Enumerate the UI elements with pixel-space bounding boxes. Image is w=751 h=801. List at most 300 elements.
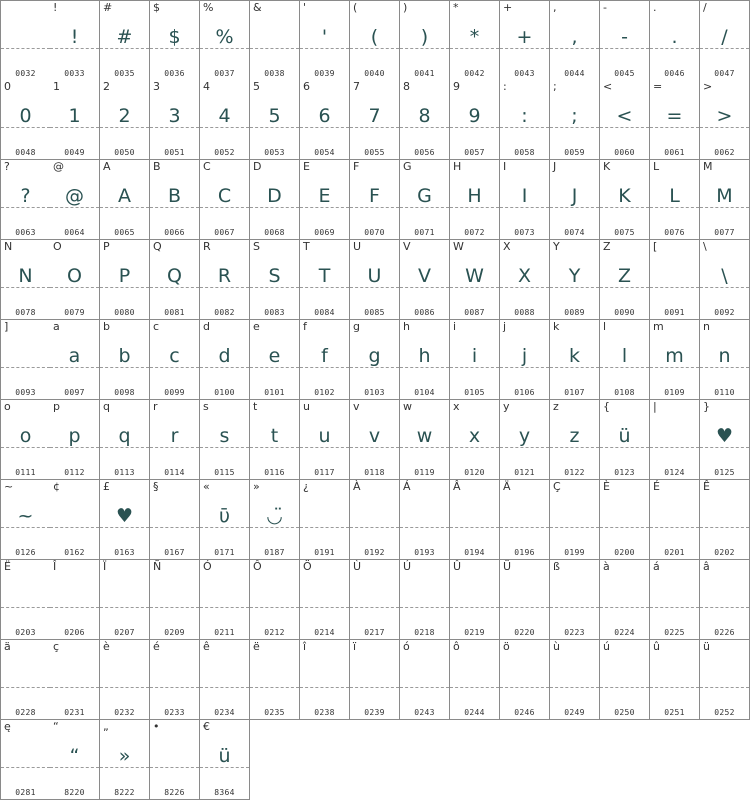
glyph-cell xyxy=(650,640,700,720)
character-label: 4 xyxy=(203,80,210,93)
character-label: a xyxy=(53,320,60,333)
character-label: û xyxy=(653,640,660,653)
glyph-preview: @ xyxy=(65,185,84,207)
glyph-cell xyxy=(700,80,750,160)
character-code: 0044 xyxy=(564,69,585,78)
glyph-preview xyxy=(650,262,699,290)
character-code: 0057 xyxy=(464,148,485,157)
character-label: q xyxy=(103,400,110,413)
glyph-cell xyxy=(300,80,350,160)
glyph-preview: A xyxy=(118,185,131,207)
glyph-preview xyxy=(650,582,699,610)
character-label: + xyxy=(503,1,513,14)
glyph-preview: + xyxy=(516,26,533,48)
glyph-preview: M xyxy=(716,185,733,207)
character-label: , xyxy=(553,1,557,14)
character-label: 7 xyxy=(353,80,360,93)
glyph-preview xyxy=(1,342,50,370)
glyph-cell xyxy=(150,400,200,480)
character-label: á xyxy=(653,560,660,573)
character-label: ó xyxy=(403,640,410,653)
glyph-cell xyxy=(600,80,650,160)
character-code: 0206 xyxy=(64,628,85,637)
glyph-cell xyxy=(500,320,550,400)
glyph-preview: t xyxy=(270,425,279,447)
glyph-preview: K xyxy=(618,185,631,207)
character-code: 0218 xyxy=(414,628,435,637)
glyph-preview xyxy=(100,582,149,610)
character-code: 0089 xyxy=(564,308,585,317)
character-code: 0252 xyxy=(714,708,735,717)
character-label: f xyxy=(303,320,307,333)
character-code: 0234 xyxy=(214,708,235,717)
glyph-cell xyxy=(650,0,700,81)
glyph-preview: p xyxy=(68,425,81,447)
character-label: • xyxy=(153,720,160,733)
character-label: ö xyxy=(503,640,510,653)
glyph-cell xyxy=(0,640,51,720)
character-label: „ xyxy=(103,720,109,733)
glyph-preview xyxy=(150,742,199,770)
character-label: î xyxy=(303,640,307,653)
character-label: I xyxy=(503,160,507,173)
glyph-cell xyxy=(150,80,200,160)
character-label: ¢ xyxy=(53,480,60,493)
glyph-cell xyxy=(650,320,700,400)
glyph-cell xyxy=(150,240,200,320)
glyph-cell xyxy=(400,0,450,81)
character-code: 0086 xyxy=(414,308,435,317)
character-code: 0043 xyxy=(514,69,535,78)
glyph-cell xyxy=(500,560,550,640)
character-label: o xyxy=(4,400,11,413)
character-code: 0092 xyxy=(714,308,735,317)
glyph-cell xyxy=(400,560,450,640)
glyph-preview: \ xyxy=(721,265,728,287)
character-code: 8364 xyxy=(214,788,235,797)
character-code: 0067 xyxy=(214,228,235,237)
character-label: Ë xyxy=(4,560,11,573)
character-label: Ä xyxy=(503,480,511,493)
character-label: # xyxy=(103,1,113,14)
glyph-cell xyxy=(0,0,51,81)
character-label: w xyxy=(403,400,412,413)
character-label: “ xyxy=(53,720,59,733)
glyph-cell xyxy=(300,160,350,240)
character-code: 0058 xyxy=(514,148,535,157)
glyph-preview xyxy=(300,662,349,690)
character-label: * xyxy=(453,1,459,14)
glyph-cell xyxy=(200,240,250,320)
glyph-preview xyxy=(550,502,599,530)
glyph-cell xyxy=(400,240,450,320)
character-code: 0097 xyxy=(64,388,85,397)
glyph-cell xyxy=(450,240,500,320)
glyph-cell xyxy=(600,560,650,640)
glyph-cell xyxy=(100,560,150,640)
glyph-cell xyxy=(250,160,300,240)
character-label: G xyxy=(403,160,412,173)
glyph-cell xyxy=(50,720,100,800)
character-code: 8220 xyxy=(64,788,85,797)
glyph-cell xyxy=(450,320,500,400)
glyph-cell xyxy=(100,400,150,480)
character-code: 0074 xyxy=(564,228,585,237)
character-code: 0209 xyxy=(164,628,185,637)
glyph-preview xyxy=(450,662,499,690)
character-code: 0050 xyxy=(114,148,135,157)
character-code: 0235 xyxy=(264,708,285,717)
glyph-cell xyxy=(200,0,250,81)
glyph-preview: ◡̈ xyxy=(266,505,283,527)
character-code: 0033 xyxy=(64,69,85,78)
glyph-cell xyxy=(0,320,51,400)
character-label: ù xyxy=(553,640,560,653)
glyph-cell xyxy=(150,560,200,640)
character-code: 0087 xyxy=(464,308,485,317)
character-label: E xyxy=(303,160,310,173)
character-code: 0045 xyxy=(614,69,635,78)
glyph-cell xyxy=(300,560,350,640)
glyph-cell xyxy=(700,160,750,240)
character-code: 0196 xyxy=(514,548,535,557)
character-label: r xyxy=(153,400,158,413)
character-code: 0219 xyxy=(464,628,485,637)
glyph-cell xyxy=(400,160,450,240)
glyph-preview xyxy=(1,662,50,690)
character-code: 0088 xyxy=(514,308,535,317)
glyph-preview xyxy=(1,742,50,770)
character-code: 0200 xyxy=(614,548,635,557)
character-label: J xyxy=(553,160,557,173)
character-label: C xyxy=(203,160,211,173)
character-code: 0059 xyxy=(564,148,585,157)
character-code: 0064 xyxy=(64,228,85,237)
character-code: 0228 xyxy=(15,708,36,717)
glyph-cell xyxy=(700,400,750,480)
character-code: 0281 xyxy=(15,788,36,797)
glyph-preview xyxy=(650,662,699,690)
glyph-preview: U xyxy=(367,265,382,287)
character-code: 0054 xyxy=(314,148,335,157)
glyph-preview xyxy=(400,502,449,530)
character-label: $ xyxy=(153,1,160,14)
glyph-preview: ♥ xyxy=(715,425,734,447)
character-label: Ô xyxy=(253,560,262,573)
glyph-preview: ; xyxy=(571,105,578,127)
glyph-cell xyxy=(150,640,200,720)
character-code: 0187 xyxy=(264,548,285,557)
character-label: % xyxy=(203,1,214,14)
character-label: k xyxy=(553,320,560,333)
glyph-preview xyxy=(450,582,499,610)
character-label: h xyxy=(403,320,410,333)
character-label: P xyxy=(103,240,110,253)
glyph-cell xyxy=(650,480,700,560)
character-label: Y xyxy=(553,240,560,253)
character-code: 0070 xyxy=(364,228,385,237)
glyph-preview: w xyxy=(416,425,433,447)
character-label: l xyxy=(603,320,607,333)
glyph-preview: W xyxy=(465,265,484,287)
glyph-cell xyxy=(500,400,550,480)
character-code: 0053 xyxy=(264,148,285,157)
character-code: 0102 xyxy=(314,388,335,397)
character-code: 0056 xyxy=(414,148,435,157)
glyph-preview xyxy=(400,582,449,610)
character-code: 0052 xyxy=(214,148,235,157)
glyph-preview: > xyxy=(716,105,733,127)
glyph-cell xyxy=(550,400,600,480)
character-code: 0079 xyxy=(64,308,85,317)
character-code: 0069 xyxy=(314,228,335,237)
glyph-preview: ♥ xyxy=(115,505,134,527)
character-code: 0081 xyxy=(164,308,185,317)
character-code: 0116 xyxy=(264,468,285,477)
character-code: 0192 xyxy=(364,548,385,557)
character-label: 2 xyxy=(103,80,110,93)
glyph-cell xyxy=(0,720,51,800)
glyph-preview xyxy=(500,582,549,610)
character-code: 0105 xyxy=(464,388,485,397)
glyph-cell xyxy=(700,320,750,400)
character-label: » xyxy=(253,480,260,493)
glyph-cell xyxy=(550,480,600,560)
glyph-preview: q xyxy=(118,425,131,447)
character-code: 0224 xyxy=(614,628,635,637)
character-code: 0093 xyxy=(15,388,36,397)
glyph-preview: 6 xyxy=(318,105,331,127)
glyph-preview xyxy=(50,582,99,610)
character-code: 0051 xyxy=(164,148,185,157)
character-label: 9 xyxy=(453,80,460,93)
glyph-cell xyxy=(300,0,350,81)
character-code: 0075 xyxy=(614,228,635,237)
glyph-cell xyxy=(150,320,200,400)
character-code: 0225 xyxy=(664,628,685,637)
glyph-preview: . xyxy=(671,26,678,48)
glyph-preview: I xyxy=(521,185,528,207)
character-code: 0122 xyxy=(564,468,585,477)
character-code: 0061 xyxy=(664,148,685,157)
character-label: 1 xyxy=(53,80,60,93)
glyph-preview: s xyxy=(219,425,230,447)
glyph-cell xyxy=(200,560,250,640)
character-code: 0032 xyxy=(15,69,36,78)
glyph-preview: * xyxy=(469,26,480,48)
glyph-cell xyxy=(500,480,550,560)
character-label: É xyxy=(653,480,660,493)
character-code: 0076 xyxy=(664,228,685,237)
character-code: 0171 xyxy=(214,548,235,557)
character-label: € xyxy=(203,720,210,733)
glyph-cell xyxy=(0,400,51,480)
glyph-preview: z xyxy=(569,425,580,447)
character-label: j xyxy=(503,320,507,333)
character-label: ' xyxy=(303,1,307,14)
character-code: 0084 xyxy=(314,308,335,317)
character-label: / xyxy=(703,1,707,14)
glyph-cell xyxy=(350,400,400,480)
glyph-preview: ! xyxy=(70,26,79,48)
character-label: p xyxy=(53,400,60,413)
glyph-cell xyxy=(600,320,650,400)
glyph-preview xyxy=(600,502,649,530)
character-label: Ç xyxy=(553,480,561,493)
character-code: 0048 xyxy=(15,148,36,157)
glyph-cell xyxy=(250,640,300,720)
glyph-preview: e xyxy=(268,345,281,367)
glyph-preview: u xyxy=(318,425,331,447)
glyph-preview: ) xyxy=(420,26,429,48)
character-label: c xyxy=(153,320,160,333)
glyph-cell xyxy=(50,400,100,480)
glyph-preview: - xyxy=(621,26,628,48)
glyph-cell xyxy=(300,400,350,480)
glyph-preview: 4 xyxy=(218,105,231,127)
glyph-cell xyxy=(550,640,600,720)
glyph-cell xyxy=(600,0,650,81)
glyph-cell xyxy=(650,560,700,640)
glyph-preview: F xyxy=(369,185,380,207)
glyph-cell xyxy=(400,480,450,560)
character-code: 0047 xyxy=(714,69,735,78)
character-code: 0107 xyxy=(564,388,585,397)
glyph-preview xyxy=(700,502,749,530)
glyph-preview xyxy=(250,582,299,610)
character-label: ( xyxy=(353,1,358,14)
glyph-cell xyxy=(700,240,750,320)
character-label: T xyxy=(303,240,310,253)
character-label: ê xyxy=(203,640,210,653)
character-code: 0068 xyxy=(264,228,285,237)
character-label: S xyxy=(253,240,260,253)
character-label: < xyxy=(603,80,613,93)
character-code: 0065 xyxy=(114,228,135,237)
character-code: 0251 xyxy=(664,708,685,717)
glyph-cell xyxy=(450,400,500,480)
character-code: 0121 xyxy=(514,468,535,477)
character-label: s xyxy=(203,400,209,413)
character-code: 0101 xyxy=(264,388,285,397)
glyph-cell xyxy=(350,240,400,320)
glyph-preview xyxy=(500,502,549,530)
glyph-cell xyxy=(200,640,250,720)
character-label: Á xyxy=(403,480,411,493)
glyph-cell xyxy=(350,160,400,240)
character-label: F xyxy=(353,160,360,173)
glyph-preview: x xyxy=(468,425,481,447)
character-label: È xyxy=(603,480,610,493)
glyph-cell xyxy=(200,320,250,400)
glyph-preview xyxy=(250,662,299,690)
glyph-cell xyxy=(350,80,400,160)
character-code: 0238 xyxy=(314,708,335,717)
glyph-cell xyxy=(50,240,100,320)
character-code: 0119 xyxy=(414,468,435,477)
character-label: A xyxy=(103,160,111,173)
glyph-preview xyxy=(500,662,549,690)
character-label: d xyxy=(203,320,210,333)
glyph-cell xyxy=(600,160,650,240)
character-code: 0214 xyxy=(314,628,335,637)
character-code: 0035 xyxy=(114,69,135,78)
character-label: . xyxy=(653,1,657,14)
character-code: 0231 xyxy=(64,708,85,717)
character-code: 0077 xyxy=(714,228,735,237)
glyph-preview: $ xyxy=(168,26,181,48)
glyph-cell xyxy=(500,640,550,720)
glyph-preview: 2 xyxy=(118,105,131,127)
character-label: R xyxy=(203,240,211,253)
character-label: ¿ xyxy=(303,480,309,493)
glyph-preview: T xyxy=(318,265,331,287)
character-label: 3 xyxy=(153,80,160,93)
character-code: 0212 xyxy=(264,628,285,637)
glyph-cell xyxy=(600,400,650,480)
character-label: } xyxy=(703,400,710,413)
character-label: ] xyxy=(4,320,9,333)
character-label: D xyxy=(253,160,262,173)
character-label: L xyxy=(653,160,660,173)
character-label: ü xyxy=(703,640,710,653)
glyph-cell xyxy=(450,560,500,640)
glyph-cell xyxy=(650,400,700,480)
character-code: 0167 xyxy=(164,548,185,557)
character-label: x xyxy=(453,400,460,413)
glyph-preview: < xyxy=(616,105,633,127)
character-code: 0232 xyxy=(114,708,135,717)
character-label: y xyxy=(503,400,510,413)
character-code: 0246 xyxy=(514,708,535,717)
character-code: 0082 xyxy=(214,308,235,317)
character-code: 0049 xyxy=(64,148,85,157)
glyph-preview: / xyxy=(721,26,728,48)
character-label: N xyxy=(4,240,13,253)
character-code: 0239 xyxy=(364,708,385,717)
character-code: 0193 xyxy=(414,548,435,557)
character-code: 0046 xyxy=(664,69,685,78)
glyph-preview xyxy=(150,582,199,610)
glyph-preview xyxy=(50,502,99,530)
glyph-cell xyxy=(450,640,500,720)
character-code: 0041 xyxy=(414,69,435,78)
glyph-preview xyxy=(1,582,50,610)
character-code: 0066 xyxy=(164,228,185,237)
character-code: 0109 xyxy=(664,388,685,397)
glyph-preview: V xyxy=(418,265,431,287)
character-code: 0060 xyxy=(614,148,635,157)
character-label: W xyxy=(453,240,464,253)
character-code: 0038 xyxy=(264,69,285,78)
character-code: 0249 xyxy=(564,708,585,717)
character-code: 0104 xyxy=(414,388,435,397)
character-code: 0123 xyxy=(614,468,635,477)
glyph-preview: 1 xyxy=(68,105,81,127)
character-code: 0118 xyxy=(364,468,385,477)
glyph-preview: Y xyxy=(568,265,581,287)
glyph-preview xyxy=(450,502,499,530)
glyph-preview: R xyxy=(217,265,232,287)
glyph-cell xyxy=(550,320,600,400)
glyph-cell xyxy=(150,160,200,240)
character-label: Ñ xyxy=(153,560,162,573)
character-label: Î xyxy=(53,560,57,573)
character-code: 0083 xyxy=(264,308,285,317)
glyph-preview: v xyxy=(368,425,381,447)
character-label: ! xyxy=(53,1,58,14)
character-label: Q xyxy=(153,240,162,253)
